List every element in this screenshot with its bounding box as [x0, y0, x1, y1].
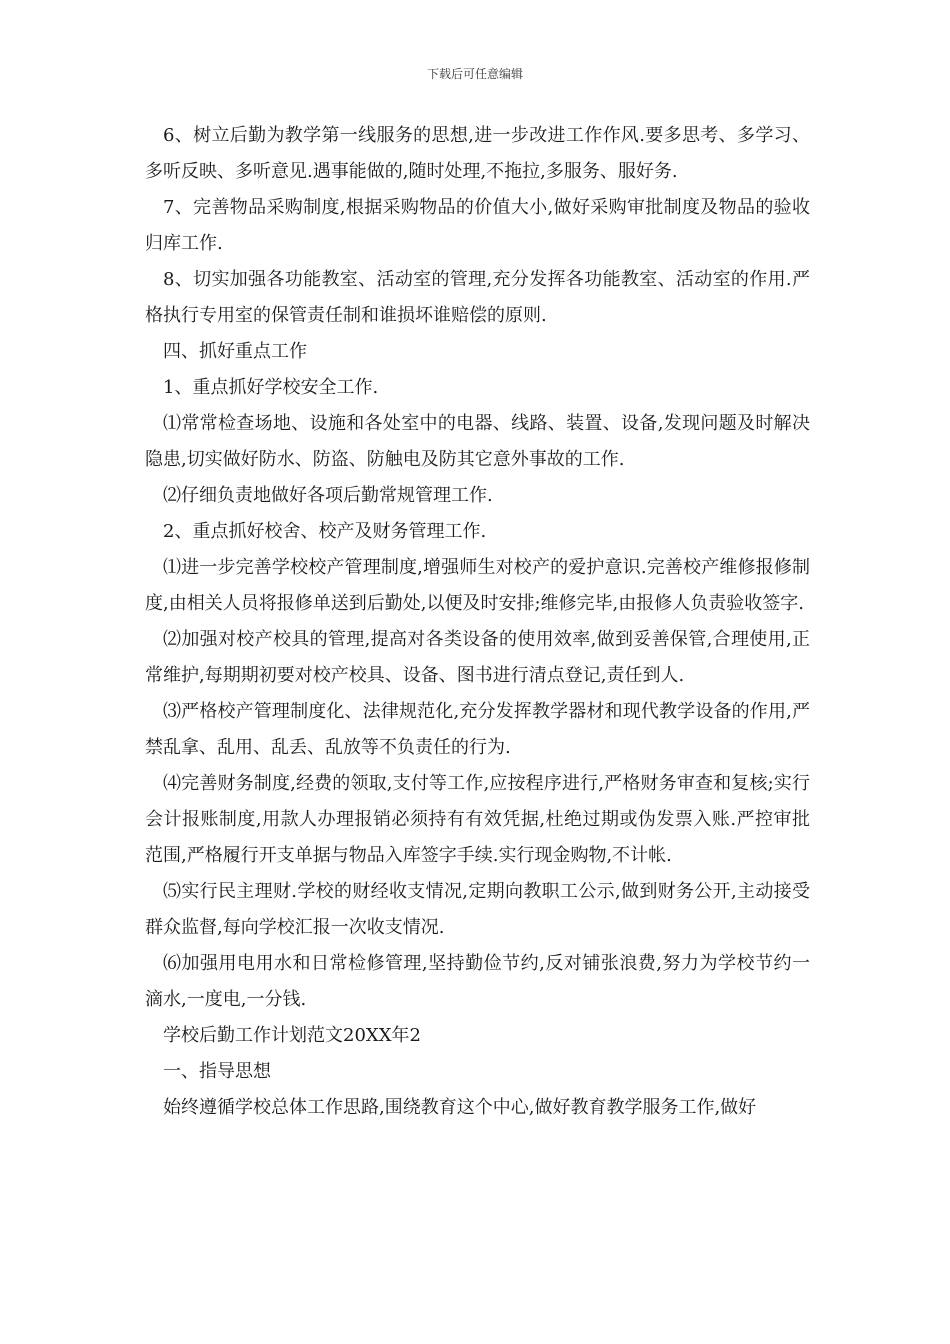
paragraph-property-3: ⑶严格校产管理制度化、法律规范化,充分发挥教学器材和现代教学设备的作用,严禁乱拿、乱用、乱丢、乱放等不负责任的行为. [145, 701, 810, 758]
paragraph-property-1: ⑴进一步完善学校校产管理制度,增强师生对校产的爱护意识.完善校产维修报修制度,由相关人员将报修单送到后勤处,以便及时安排;维修完毕,由报修人负责验收签字. [145, 557, 810, 614]
paragraph-property-2: ⑵加强对校产校具的管理,提高对各类设备的使用效率,做到妥善保管,合理使用,正常维护,每期期初要对校产校具、设备、图书进行清点登记,责任到人. [145, 629, 810, 686]
paragraph-guiding: 始终遵循学校总体工作思路,围绕教育这个中心,做好教育教学服务工作,做好 [163, 1097, 757, 1118]
paragraph-finance-5: ⑸实行民主理财.学校的财经收支情况,定期向教职工公示,做到财务公开,主动接受群众监督,每向学校汇报一次收支情况. [145, 881, 810, 938]
paragraph-utilities-6: ⑹加强用电用水和日常检修管理,坚持勤俭节约,反对铺张浪费,努力为学校节约一滴水,一度电,一分钱. [145, 953, 810, 1010]
subheading-property-finance: 2、重点抓好校舍、校产及财务管理工作. [163, 521, 487, 542]
subheading-safety: 1、重点抓好学校安全工作. [163, 377, 379, 398]
section-heading-4: 四、抓好重点工作 [163, 341, 307, 362]
section-heading-guiding: 一、指导思想 [163, 1061, 271, 1082]
paragraph-item-6: 6、树立后勤为教学第一线服务的思想,进一步改进工作作风.要多思考、多学习、多听反映、多听意见.遇事能做的,随时处理,不拖拉,多服务、服好务. [145, 125, 810, 182]
paragraph-finance-4: ⑷完善财务制度,经费的领取,支付等工作,应按程序进行,严格财务审查和复核;实行会计报账制度,用款人办理报销必须持有有效凭据,杜绝过期或伪发票入账.严控审批范围,严格履行开支单据与物品入库签字手续.实行现金购物,不计帐. [145, 773, 810, 866]
document-subtitle: 学校后勤工作计划范文20XX年2 [163, 1025, 421, 1046]
document-body [145, 118, 810, 1126]
paragraph-safety-1: ⑴常常检查场地、设施和各处室中的电器、线路、装置、设备,发现问题及时解决隐患,切实做好防水、防盗、防触电及防其它意外事故的工作. [145, 413, 810, 470]
paragraph-item-8: 8、切实加强各功能教室、活动室的管理,充分发挥各功能教室、活动室的作用.严格执行专用室的保管责任制和谁损坏谁赔偿的原则. [145, 269, 810, 326]
page-header-note: 下载后可任意编辑 [426, 67, 523, 81]
paragraph-item-7: 7、完善物品采购制度,根据采购物品的价值大小,做好采购审批制度及物品的验收归库工作. [145, 197, 810, 254]
paragraph-safety-2: ⑵仔细负责地做好各项后勤常规管理工作. [163, 485, 493, 506]
